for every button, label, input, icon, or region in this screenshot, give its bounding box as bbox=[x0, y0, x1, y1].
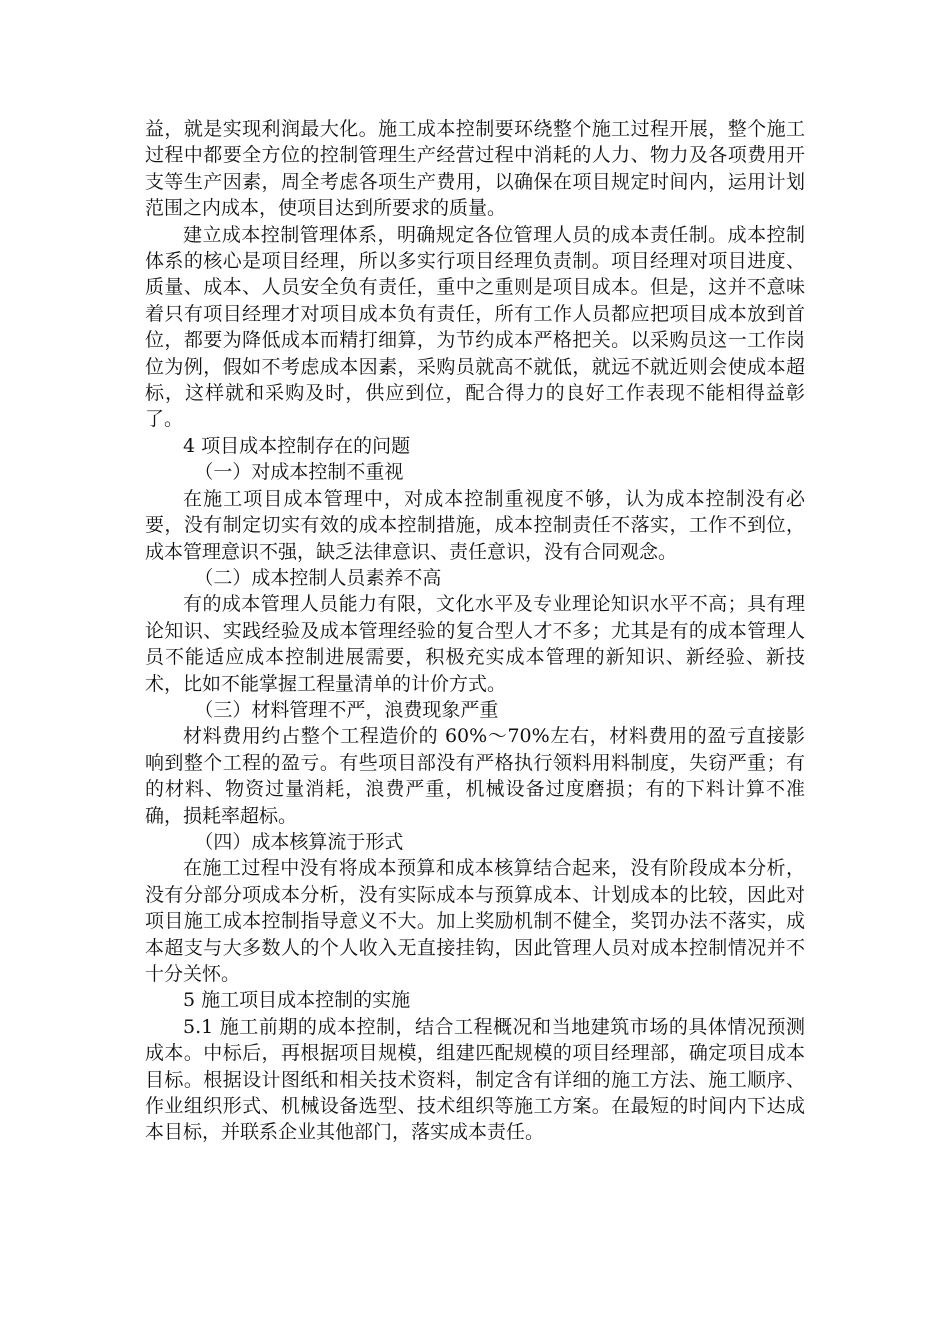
section-heading-5: 5 施工项目成本控制的实施 bbox=[183, 989, 411, 1012]
subheading-2: （二）成本控制人员素养不高 bbox=[194, 566, 442, 589]
paragraph-not-valued: 在施工项目成本管理中，对成本控制重视度不够，认为成本控制没有必要，没有制定切实有效的成本控制措施，成本控制责任不落实，工作不到位，成本管理意识不强，缺乏法律意识、责任意识，没有合同观念。 bbox=[145, 487, 805, 563]
paragraph-material-management: 材料费用约占整个工程造价的 60%～70%左右，材料费用的盈亏直接影响到整个工程的盈亏。有些项目部没有严格执行领料用料制度，失窃严重；有的材料、物资过量消耗，浪费严重，机械设备过度磨损；有的下料计算不准确，损耗率超标。 bbox=[145, 725, 805, 827]
subheading-3: （三）材料管理不严，浪费现象严重 bbox=[194, 698, 499, 721]
paragraph-staff-quality: 有的成本管理人员能力有限，文化水平及专业理论知识水平不高；具有理论知识、实践经验及成本管理经验的复合型人才不多；尤其是有的成本管理人员不能适应成本控制进展需要，积极充实成本管理的新知识、新经验、新技术，比如不能掌握工程量清单的计价方式。 bbox=[145, 593, 805, 695]
paragraph-cost-accounting: 在施工过程中没有将成本预算和成本核算结合起来，没有阶段成本分析，没有分部分项成本分析，没有实际成本与预算成本、计划成本的比较，因此对项目施工成本控制指导意义不大。加上奖励机制不健全，奖罚办法不落实，成本超支与大多数人的个人收入无直接挂钩，因此管理人员对成本控制情况并不十分关怀。 bbox=[145, 857, 805, 985]
subheading-4: （四）成本核算流于形式 bbox=[194, 830, 404, 853]
paragraph-continued: 益，就是实现利润最大化。施工成本控制要环绕整个施工过程开展，整个施工过程中都要全方位的控制管理生产经营过程中消耗的人力、物力及各项费用开支等生产因素，周全考虑各项生产费用，以确保在项目规定时间内，运用计划范围之内成本，使项目达到所要求的质量。 bbox=[145, 118, 805, 220]
paragraph-5-1: 5.1 施工前期的成本控制，结合工程概况和当地建筑市场的具体情况预测成本。中标后，再根据项目规模，组建匹配规模的项目经理部，确定项目成本目标。根据设计图纸和相关技术资料，制定含有详细的施工方法、施工顺序、作业组织形式、机械设备选型、技术组织等施工方案。在最短的时间内下达成本目标，并联系企业其他部门，落实成本责任。 bbox=[145, 1015, 805, 1144]
paragraph-cost-control-system: 建立成本控制管理体系，明确规定各位管理人员的成本责任制。成本控制体系的核心是项目经理，所以多实行项目经理负责制。项目经理对项目进度、质量、成本、人员安全负有责任，重中之重则是项目成本。但是，这并不意味着只有项目经理才对项目成本负有责任，所有工作人员都应把项目成本放到首位，都要为降低成本而精打细算，为节约成本严格把关。以采购员这一工作岗位为例，假如不考虑成本因素，采购员就高不就低，就远不就近则会使成本超标，这样就和采购及时，供应到位，配合得力的良好工作表现不能相得益彰了。 bbox=[145, 223, 805, 431]
document-page bbox=[145, 116, 805, 1146]
subheading-1: （一）对成本控制不重视 bbox=[194, 461, 404, 484]
section-heading-4: 4 项目成本控制存在的问题 bbox=[183, 434, 411, 457]
